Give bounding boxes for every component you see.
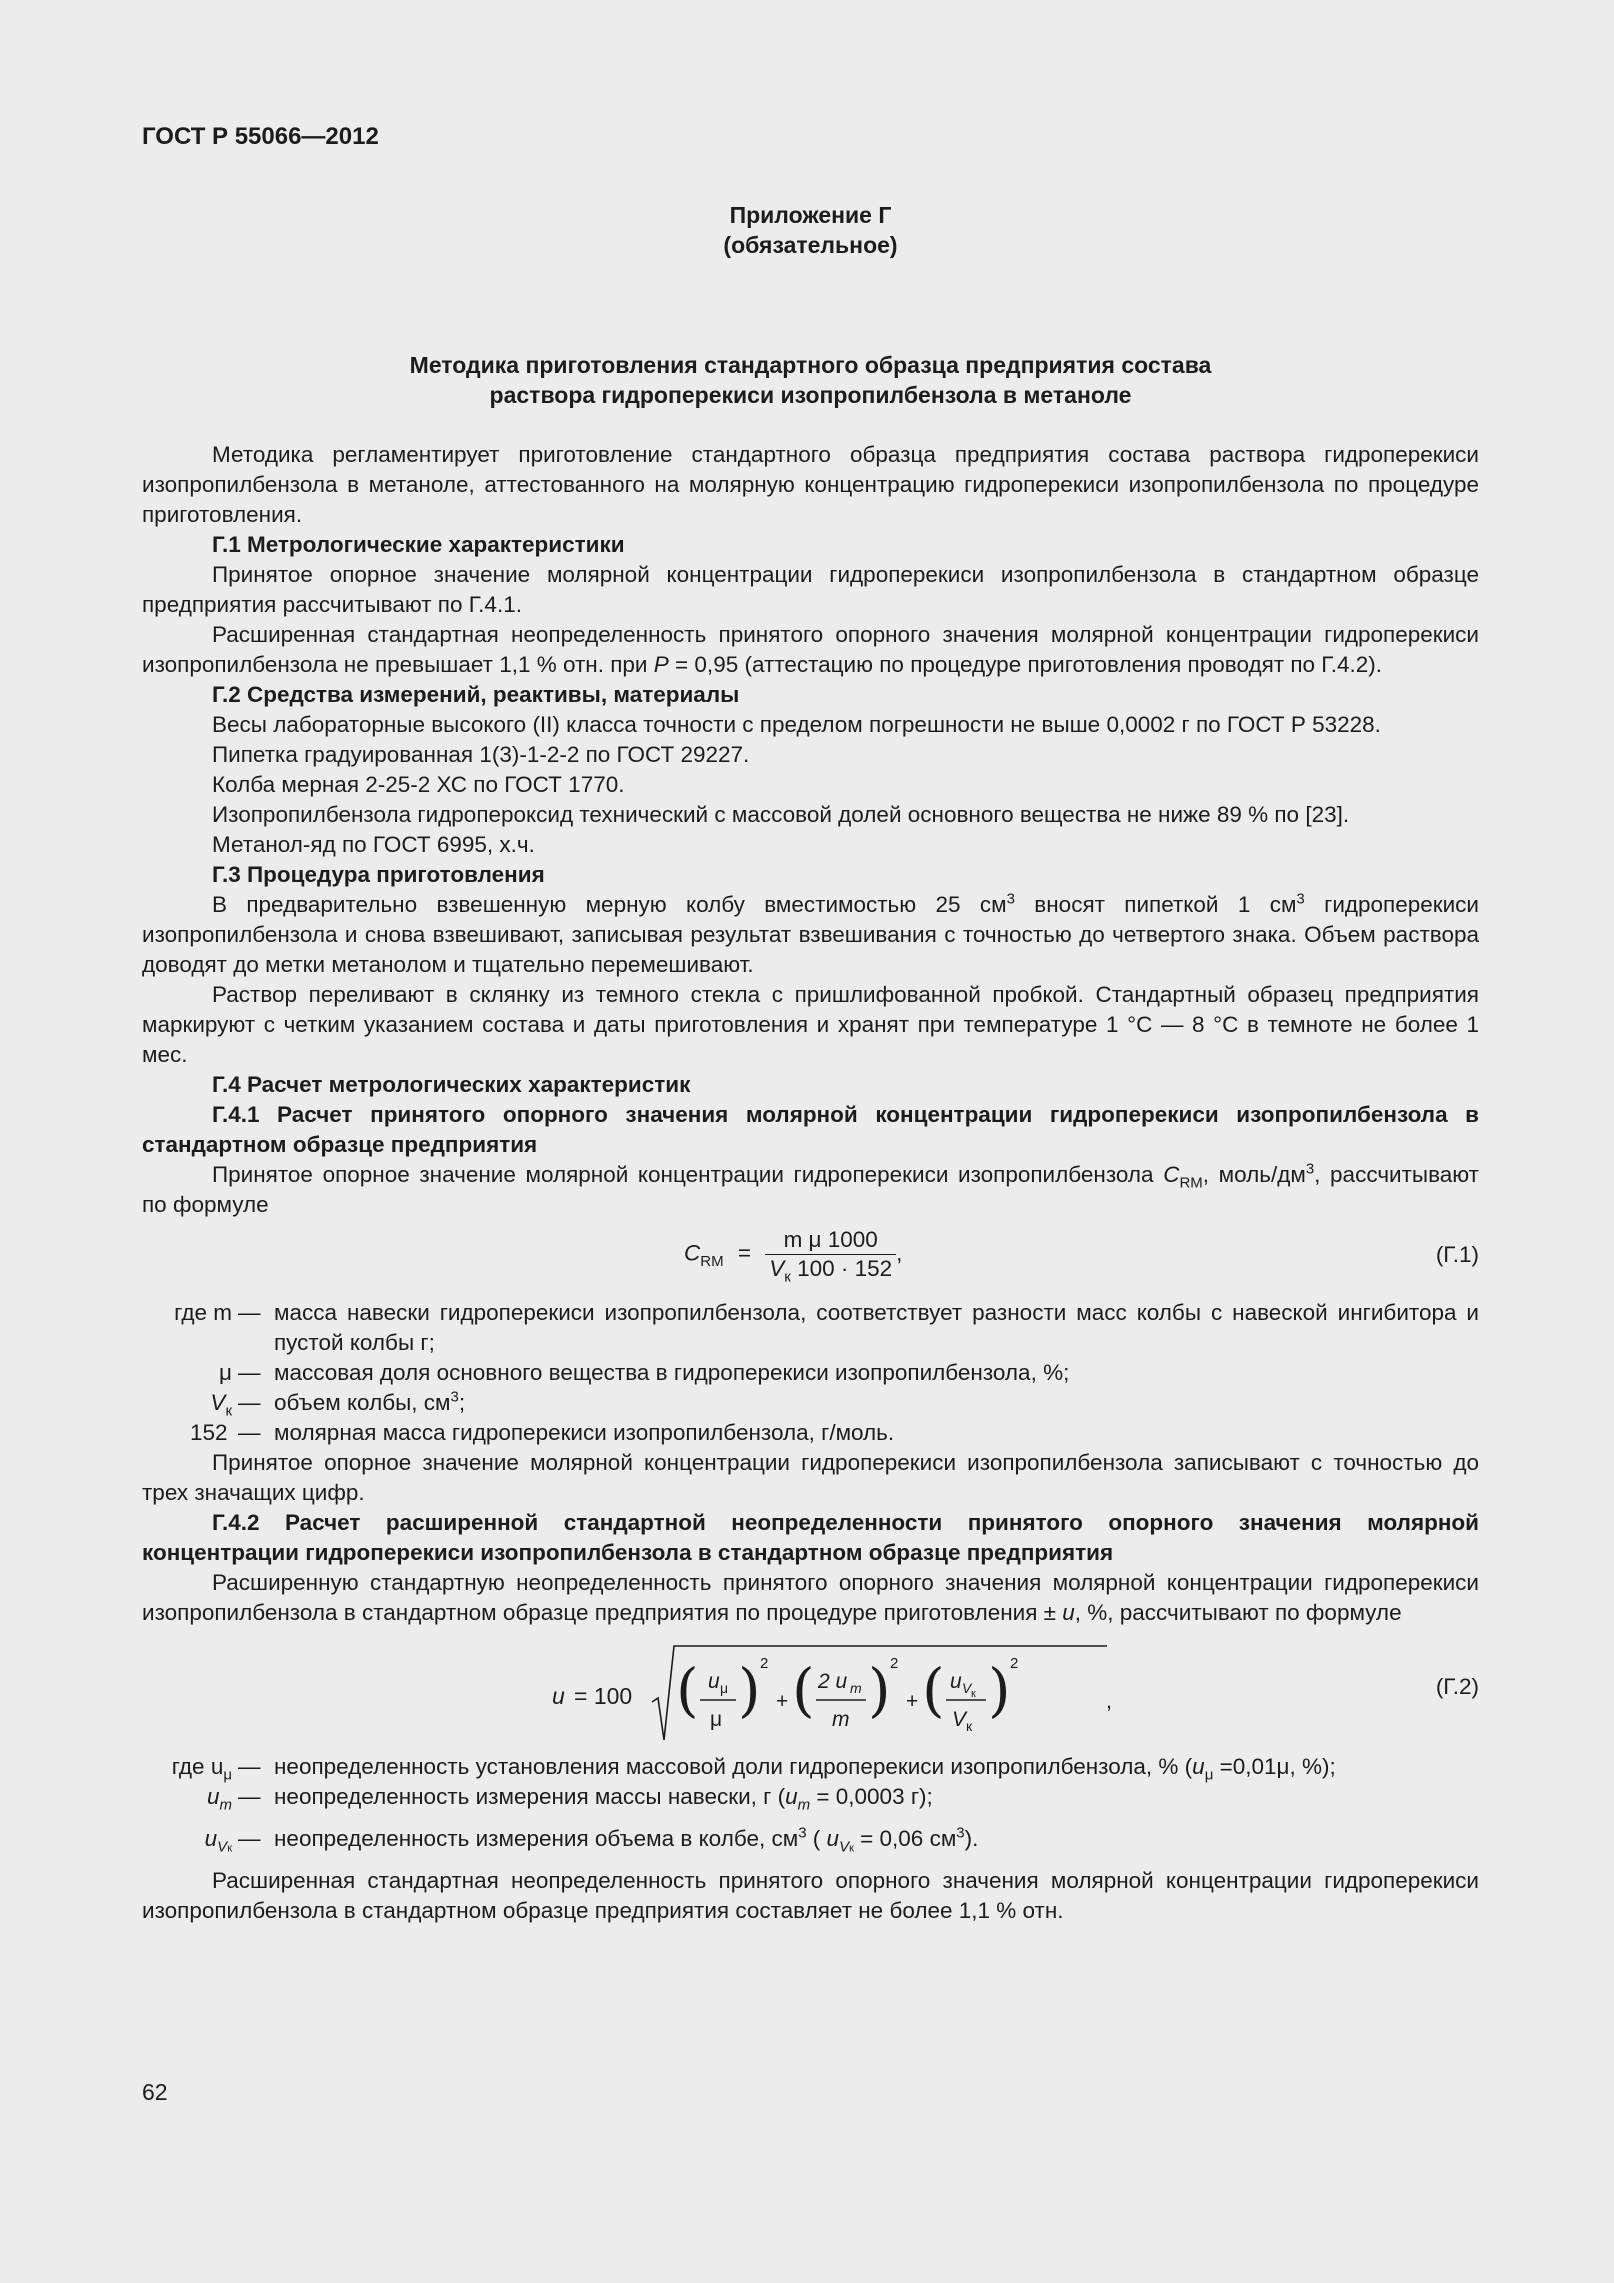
section-g1-p2 xyxy=(142,620,1479,680)
where-row xyxy=(142,1418,1479,1448)
t2-num: 2 u xyxy=(818,1670,848,1693)
superscript: 3 xyxy=(1006,890,1015,908)
paren-close: ) xyxy=(738,1656,761,1724)
power: 2 xyxy=(890,1655,899,1672)
where-text: массовая доля основного вещества в гидроперекиси изопропилбензола, %; xyxy=(274,1360,1070,1385)
t2-den: m xyxy=(832,1708,850,1731)
document-body xyxy=(142,440,1479,1926)
text-run: ; xyxy=(458,1390,466,1415)
where-row xyxy=(142,1812,1479,1862)
section-g42-p2: Расширенная стандартная неопределенность принятого опорного значения молярной концентрации гидроперекиси изопропилбензола в стандартном образце предприятия составляет не более 1,1 % отн. xyxy=(142,1868,1479,1923)
subscript: к xyxy=(849,1842,854,1855)
paren-close: ) xyxy=(868,1656,891,1724)
var-u: u xyxy=(206,1784,220,1809)
var-p: P xyxy=(653,652,669,677)
where-symbol xyxy=(142,1782,232,1812)
where-text xyxy=(274,1752,1479,1782)
plus-sign: + xyxy=(776,1690,789,1713)
power: 2 xyxy=(1010,1655,1019,1672)
where-row xyxy=(142,1358,1479,1388)
text-run: = 0,0003 г); xyxy=(810,1784,933,1809)
subscript: μ xyxy=(1204,1766,1214,1784)
formula-coef: = 100 xyxy=(574,1683,633,1709)
t1-den: μ xyxy=(710,1708,723,1731)
text-run: неопределенность измерения объема в колбе, см xyxy=(274,1826,799,1851)
power: 2 xyxy=(760,1655,769,1672)
plus-sign: + xyxy=(906,1690,919,1713)
appendix-title: Приложение Г xyxy=(729,202,892,228)
where-text xyxy=(274,1782,1479,1812)
subscript: к xyxy=(784,1268,791,1286)
paren-open: ( xyxy=(676,1656,699,1724)
intro-paragraph: Методика регламентирует приготовление стандартного образца предприятия состава раствора гидроперекиси изопропилбензола в метаноле, аттестованного на молярную концентрацию гидроперекиси изопропилбензола по процедуре приготовления. xyxy=(142,442,1479,527)
list-item: Метанол-яд по ГОСТ 6995, х.ч. xyxy=(212,832,535,857)
where-symbol: μ xyxy=(219,1360,232,1385)
section-g41-p1 xyxy=(142,1160,1479,1220)
formula-g1 xyxy=(142,1220,1479,1298)
list-item: Изопропилбензола гидропероксид технический с массовой долей основного вещества не ниже 89 % по [23]. xyxy=(212,802,1350,827)
where-symbol xyxy=(142,1752,232,1782)
section-g41-p2: Принятое опорное значение молярной концентрации гидроперекиси изопропилбензола записывают с точностью до трех значащих цифр. xyxy=(142,1450,1479,1505)
section-g3-p2: Раствор переливают в склянку из темного стекла с пришлифованной пробкой. Стандартный образец предприятия маркируют с четким указанием состава и даты приготовления и хранят при температуре 1 °С — 8 °С в темноте не более 1 мес. xyxy=(142,982,1479,1067)
superscript: 3 xyxy=(1296,890,1305,908)
t3-den: V xyxy=(952,1708,967,1731)
section-g3-p1 xyxy=(142,890,1479,980)
section-g1-heading: Г.1 Метрологические характеристики xyxy=(212,532,625,557)
var-u: u xyxy=(785,1784,798,1809)
superscript: 3 xyxy=(798,1824,807,1842)
text-run: 100 · 152 xyxy=(790,1256,893,1281)
dash: — xyxy=(238,1826,261,1851)
t3-num: u xyxy=(950,1670,962,1693)
subscript: m xyxy=(797,1796,811,1814)
list-item: Колба мерная 2-25-2 ХС по ГОСТ 1770. xyxy=(212,772,625,797)
section-g3-heading: Г.3 Процедура приготовления xyxy=(212,862,545,887)
text-run: где u xyxy=(171,1754,224,1779)
section-g2-heading: Г.2 Средства измерений, реактивы, материалы xyxy=(212,682,740,707)
subscript: RM xyxy=(700,1252,724,1270)
t3-den-sub: к xyxy=(966,1718,973,1734)
fraction-numerator: m μ 1000 xyxy=(765,1226,896,1255)
list-item: Пипетка градуированная 1(3)-1-2-2 по ГОСТ 29227. xyxy=(212,742,750,767)
where-text: молярная масса гидроперекиси изопропилбензола, г/моль. xyxy=(274,1420,895,1445)
formula-g2-graphic xyxy=(552,1640,1112,1748)
doc-title-line2: раствора гидроперекиси изопропилбензола в метаноле xyxy=(489,382,1132,408)
where-symbol: где m xyxy=(174,1300,232,1325)
dash: — xyxy=(238,1784,261,1809)
text-run: = 0,95 (аттестацию по процедуре приготовления проводят по Г.4.2). xyxy=(668,652,1382,677)
var-u: u xyxy=(204,1826,218,1851)
var-v: V xyxy=(769,1256,785,1281)
paren-close: ) xyxy=(988,1656,1011,1724)
section-g42-p1 xyxy=(142,1568,1479,1628)
superscript: 3 xyxy=(956,1824,965,1842)
text-run: = 0,06 см xyxy=(853,1826,957,1851)
var-u: u xyxy=(1192,1754,1205,1779)
page-number: 62 xyxy=(142,2079,168,2105)
t2-num-sub: m xyxy=(850,1680,862,1696)
fraction xyxy=(765,1226,896,1286)
dash: — xyxy=(238,1420,261,1445)
dash: — xyxy=(238,1390,261,1415)
where-symbol: 152 xyxy=(190,1420,228,1445)
section-g1-p1: Принятое опорное значение молярной концентрации гидроперекиси изопропилбензола в стандартном образце предприятия рассчитывают по Г.4.1. xyxy=(142,562,1479,617)
t1-num: u xyxy=(708,1670,720,1693)
subscript: μ xyxy=(223,1766,232,1784)
formula-g1-body xyxy=(684,1226,903,1286)
formula-g2-number: (Г.2) xyxy=(1435,1674,1479,1699)
formula-lhs: C xyxy=(684,1240,701,1266)
comma: , xyxy=(896,1240,903,1266)
formula-lhs: u xyxy=(552,1683,565,1709)
subscript: к xyxy=(227,1842,232,1855)
t3-num-sub: V xyxy=(962,1680,972,1696)
where-row xyxy=(142,1298,1479,1358)
where-row xyxy=(142,1388,1479,1418)
where-text xyxy=(274,1388,1479,1418)
subscript: V xyxy=(217,1838,228,1856)
paren-open: ( xyxy=(922,1656,945,1724)
subscript: к xyxy=(225,1402,232,1420)
text-run: ). xyxy=(964,1826,979,1851)
dash: — xyxy=(238,1754,261,1779)
superscript: 3 xyxy=(1305,1160,1315,1178)
list-item: Весы лабораторные высокого (II) класса точности с пределом погрешности не выше 0,0002 г по ГОСТ Р 53228. xyxy=(212,712,1381,737)
where-symbol xyxy=(142,1388,232,1418)
appendix-status: (обязательное) xyxy=(723,232,898,258)
equals-sign: = xyxy=(737,1240,751,1266)
var-c: C xyxy=(1163,1162,1180,1187)
where-row xyxy=(142,1782,1479,1812)
subscript: V xyxy=(839,1838,850,1856)
dash: — xyxy=(238,1360,261,1385)
where-text: масса навески гидроперекиси изопропилбензола, соответствует разности масс колбы с навеской ингибитора и пустой колбы г; xyxy=(274,1300,1479,1355)
t1-num-sub: μ xyxy=(720,1680,729,1696)
document-header: ГОСТ Р 55066—2012 xyxy=(142,123,379,150)
subscript: RM xyxy=(1179,1174,1203,1192)
formula-g1-number: (Г.1) xyxy=(1435,1242,1479,1267)
fraction-denominator xyxy=(765,1255,896,1286)
formula-g2 xyxy=(142,1628,1479,1752)
subscript: m xyxy=(219,1796,232,1814)
text-run: , рассчитывают по формуле xyxy=(142,1162,1479,1217)
var-v: V xyxy=(210,1390,226,1415)
var-u: u xyxy=(826,1826,840,1851)
text-run: неопределенность измерения массы навески, г ( xyxy=(274,1784,786,1809)
text-run: Принятое опорное значение молярной концентрации гидроперекиси изопропилбензола xyxy=(212,1162,1164,1187)
text-run: , %, рассчитывают по формуле xyxy=(1074,1600,1402,1625)
text-run: Расширенную стандартную неопределенность принятого опорного значения молярной концентрации гидроперекиси изопропилбензола в стандартном образце предприятия по процедуре приготовления ± xyxy=(142,1570,1479,1625)
text-run: гидроперекиси изопропилбензола и снова взвешивают, записывая результат взвешивания с точностью до четвертого знака. Объем раствора доводят до метки метанолом и тщательно перемешивают. xyxy=(142,892,1480,977)
superscript: 3 xyxy=(450,1388,459,1406)
where-row xyxy=(142,1752,1479,1782)
var-u: u xyxy=(1062,1600,1075,1625)
paren-open: ( xyxy=(792,1656,815,1724)
section-g4-heading: Г.4 Расчет метрологических характеристик xyxy=(212,1072,691,1097)
text-run: ( xyxy=(806,1826,827,1851)
dash: — xyxy=(238,1300,261,1325)
section-g41-heading: Г.4.1 Расчет принятого опорного значения молярной концентрации гидроперекиси изопропилбензола в стандартном образце предприятия xyxy=(142,1102,1479,1157)
t3-num-subsub: к xyxy=(971,1688,976,1700)
text-run: , моль/дм xyxy=(1202,1162,1306,1187)
section-g42-heading: Г.4.2 Расчет расширенной стандартной неопределенности принятого опорного значения молярной концентрации гидроперекиси изопропилбензола в стандартном образце предприятия xyxy=(142,1510,1479,1565)
text-run: В предварительно взвешенную мерную колбу вместимостью 25 см xyxy=(212,892,1007,917)
comma: , xyxy=(1105,1688,1112,1713)
text-run: вносят пипеткой 1 см xyxy=(1014,892,1297,917)
where-symbol xyxy=(142,1824,232,1854)
text-run: Расширенная стандартная неопределенность принятого опорного значения молярной концентрации гидроперекиси изопропилбензола не превышает 1,1 % отн. при xyxy=(142,622,1479,677)
text-run: =0,01μ, %); xyxy=(1213,1754,1336,1779)
text-run: объем колбы, см xyxy=(274,1390,451,1415)
doc-title-line1: Методика приготовления стандартного образца предприятия состава xyxy=(409,352,1212,378)
where-text xyxy=(274,1824,1479,1854)
text-run: неопределенность установления массовой доли гидроперекиси изопропилбензола, % ( xyxy=(274,1754,1193,1779)
